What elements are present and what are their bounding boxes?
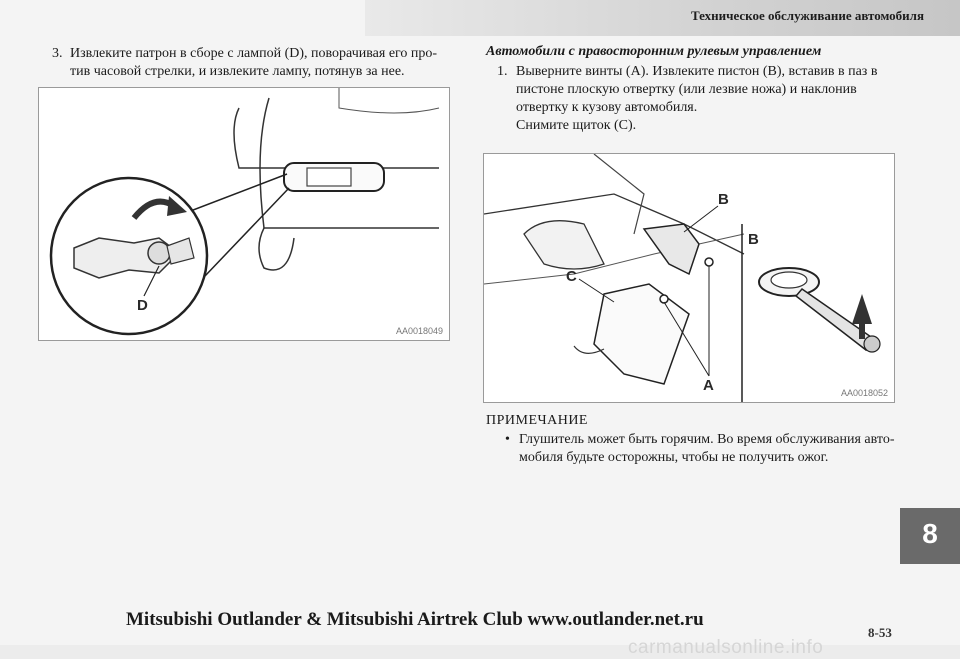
page-header-title: Техническое обслуживание автомобиля — [690, 8, 924, 23]
step-3 — [52, 45, 452, 81]
step-number: 1. — [497, 64, 508, 79]
note-item — [505, 431, 895, 467]
step-number: 3. — [52, 46, 63, 61]
step-text-2: Снимите щиток (C). — [516, 118, 637, 133]
step-text: Выверните винты (A). Извлеките пистон (B), вставив в паз в пистоне плоскую отвертку (или лезвие ножа) и наклонив отвертку к кузову автомобиля. — [516, 64, 878, 115]
splash-shield-illustration — [483, 153, 895, 403]
watermark: carmanualsonline.info — [628, 637, 824, 658]
note-heading: ПРИМЕЧАНИЕ — [486, 413, 588, 428]
club-footer: Mitsubishi Outlander & Mitsubishi Airtrek Club www.outlander.net.ru — [126, 609, 704, 630]
callout-b: B — [718, 191, 729, 208]
note-text: Глушитель может быть горячим. Во время обслуживания авто-мобиля будьте осторожны, чтобы не получить ожог. — [519, 432, 895, 465]
step-text: Извлеките патрон в сборе с лампой (D), поворачивая его про-тив часовой стрелки, и извлеките лампу, потянув за нее. — [70, 46, 438, 79]
section-heading: Автомобили с правосторонним рулевым управлением — [486, 44, 822, 59]
callout-a: A — [703, 377, 714, 394]
callout-b-inset: B — [748, 231, 759, 248]
figure-code: AA0018052 — [840, 388, 888, 398]
page-number: 8-53 — [868, 625, 892, 640]
callout-d: D — [137, 297, 148, 314]
callout-c: C — [566, 268, 577, 285]
chapter-tab — [900, 508, 960, 564]
chapter-number: 8 — [922, 518, 938, 549]
header-band — [365, 0, 960, 36]
fog-lamp-drawing — [39, 88, 449, 340]
figure-code: AA0018049 — [395, 326, 443, 336]
fog-lamp-illustration — [38, 87, 450, 341]
step-1 — [497, 63, 897, 135]
splash-shield-drawing — [484, 154, 894, 402]
bullet: • — [505, 432, 510, 447]
